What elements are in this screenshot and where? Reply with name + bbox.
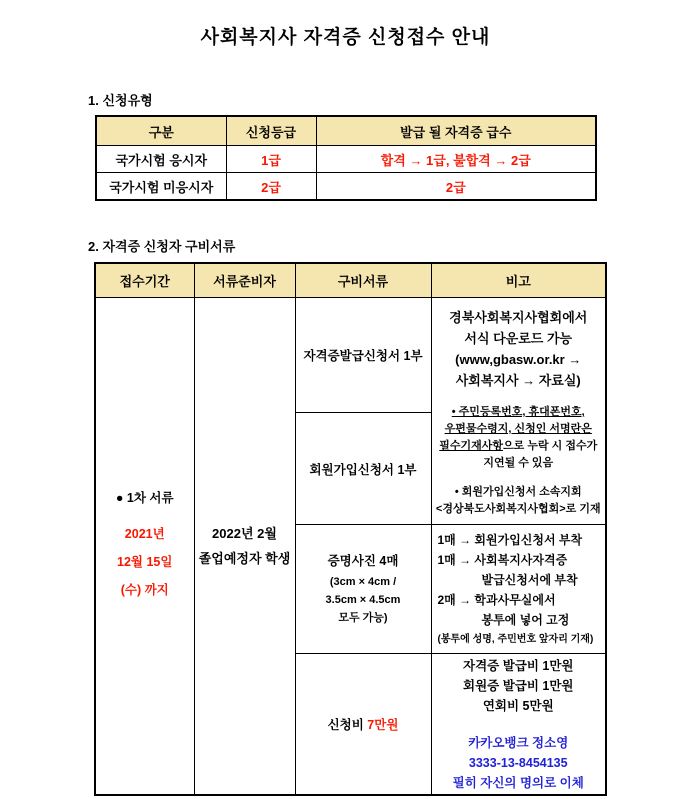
page-title: 사회복지사 자격증 신청접수 안내	[200, 27, 491, 48]
table-row	[96, 173, 596, 201]
fee-breakdown-line: 자격증 발급비 1만원	[463, 658, 574, 673]
deadline-line: 2021년	[124, 527, 165, 541]
preparer-line: 2022년 2월	[212, 526, 277, 541]
envelope-note: (봉투에 성명, 주민번호 앞자리 기재)	[437, 634, 594, 645]
fee-breakdown-line: 회원증 발급비 1만원	[463, 678, 574, 693]
branch-line: • 회원가입신청서 소속지회	[454, 486, 582, 498]
t2-header-documents: 구비서류	[295, 263, 431, 298]
required-fields-bullet	[432, 404, 606, 472]
t2-header-period: 접수기간	[95, 263, 194, 298]
download-line: 경북사회복지사협회에서	[449, 310, 588, 325]
t1-r2-issued: 2급	[316, 173, 596, 201]
bank-transfer-info	[432, 733, 606, 793]
period-cell	[95, 298, 194, 796]
download-line: 사회복지사 → 자료실)	[455, 373, 581, 388]
photo-usage-line: 발급신청서에 부착	[481, 573, 578, 587]
note-fee-breakdown	[431, 654, 606, 796]
download-line: (www,gbasw.or.kr →	[455, 352, 582, 367]
photo-usage-line: 1매 → 사회복지사자격증	[437, 553, 568, 567]
t1-header-issued-grade: 발급 될 자격증 급수	[316, 116, 596, 146]
photo-usage-line: 봉투에 넣어 고정	[481, 613, 570, 627]
t1-r1-issued: 합격 → 1급, 불합격 → 2급	[316, 146, 596, 173]
t2-header-preparer: 서류준비자	[194, 263, 295, 298]
preparer-cell	[194, 298, 295, 796]
t2-header-note: 비고	[431, 263, 606, 298]
doc-membership-application: 회원가입신청서 1부	[295, 413, 431, 525]
table-header-row	[96, 116, 596, 146]
fee-label: 신청비	[327, 718, 364, 732]
photos-size-line: 3.5cm × 4.5cm	[325, 594, 401, 606]
t1-r1-category: 국가시험 응시자	[96, 146, 226, 173]
application-type-table	[95, 115, 597, 201]
note-download-and-requirements	[431, 298, 606, 525]
note-photo-usage	[431, 525, 606, 654]
t1-header-grade: 신청등급	[226, 116, 316, 146]
branch-bullet	[432, 484, 606, 518]
deadline-line: (수) 까지	[120, 583, 169, 597]
photos-size-info	[296, 573, 431, 627]
photos-title: 증명사진 4매	[327, 554, 399, 568]
table-row	[95, 298, 606, 413]
photos-size-line: (3cm × 4cm /	[329, 576, 397, 588]
doc-photos	[295, 525, 431, 654]
photo-usage-line: 2매 → 학과사무실에서	[437, 593, 556, 607]
required-documents-table	[94, 262, 607, 796]
download-info	[432, 298, 606, 391]
required-fields-underlined: • 주민등록번호, 휴대폰번호, 우편물수령지, 신청인 서명란은 필수기재사항	[439, 406, 592, 452]
doc-application-fee	[295, 654, 431, 796]
branch-line: <경상북도사회복지사협회>로 기재	[435, 503, 601, 515]
section1-heading: 1. 신청유형	[88, 93, 153, 108]
fee-amount: 7만원	[367, 718, 399, 732]
preparer-line: 졸업예정자 학생	[198, 551, 291, 566]
bank-account-number: 3333-13-8454135	[468, 755, 568, 770]
deadline-line: 12월 15일	[117, 555, 173, 569]
bank-name-holder: 카카오뱅크 정소영	[468, 735, 569, 750]
fee-breakdown-line: 연회비 5만원	[482, 698, 554, 713]
bank-transfer-note: 필히 자신의 명의로 이체	[452, 775, 584, 790]
photo-usage-line: 1매 → 회원가입신청서 부착	[437, 533, 583, 547]
t1-r2-grade: 2급	[226, 173, 316, 201]
t1-r1-grade: 1급	[226, 146, 316, 173]
download-line: 서식 다운로드 가능	[464, 331, 573, 346]
period-deadline	[96, 520, 194, 604]
photos-size-line: 모두 가능)	[338, 612, 388, 624]
table-row	[96, 146, 596, 173]
doc-certificate-application: 자격증발급신청서 1부	[295, 298, 431, 413]
section2-heading: 2. 자격증 신청자 구비서류	[88, 239, 236, 254]
table-header-row	[95, 263, 606, 298]
t1-r2-category: 국가시험 미응시자	[96, 173, 226, 201]
t1-header-category: 구분	[96, 116, 226, 146]
required-fields-rest: 으로 누락 시 접수가 지연될 수 있음	[483, 440, 598, 469]
period-label: ● 1차 서류	[115, 491, 174, 505]
